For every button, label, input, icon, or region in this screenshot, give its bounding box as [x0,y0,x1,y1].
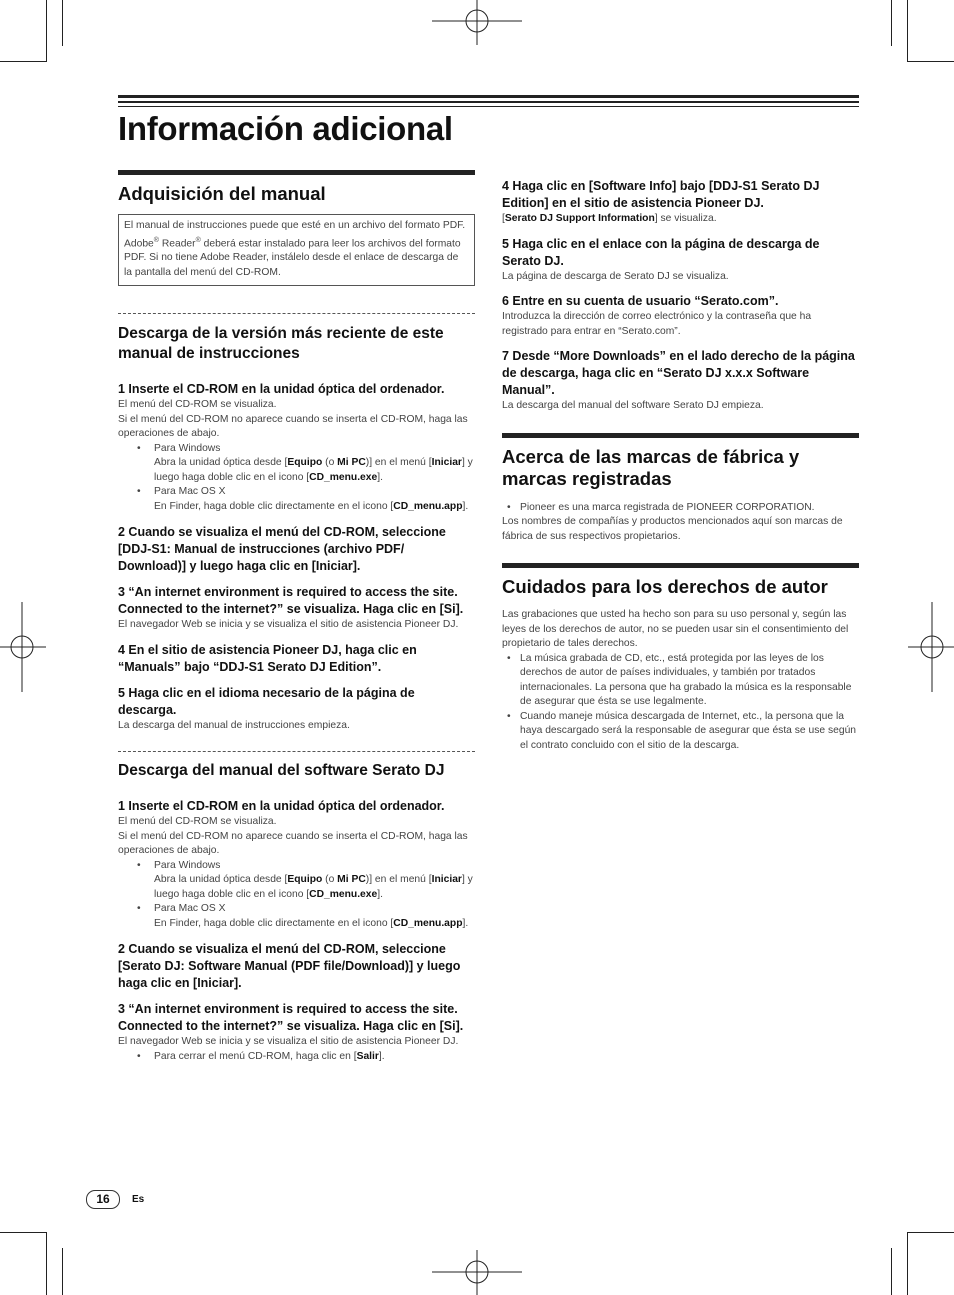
body-text: En Finder, haga doble clic directamente en el icono [CD_menu.app]. [154,917,469,929]
bullet-item: • Para cerrar el menú CD-ROM, haga clic en [Salir]. [118,1050,475,1065]
page-title: Información adicional [118,110,453,147]
step-heading: 4 Haga clic en [Software Info] bajo [DDJ-S1 Serato DJ Edition] en el sitio de asistencia Pioneer DJ. [502,179,820,210]
body-text: Si el menú del CD-ROM no aparece cuando se inserta el CD-ROM, haga las operaciones de abajo. [118,413,468,440]
step-heading: 5 Haga clic en el enlace con la página de descarga de Serato DJ. [502,236,820,268]
subsection-heading: Descarga del manual del software Serato DJ [118,762,445,780]
registration-mark-bottom [432,1250,522,1295]
bullet-item: • Para Windows [118,859,475,874]
section-heading: Adquisición del manual [118,183,326,204]
note-text: El manual de instrucciones puede que esté en un archivo del formato PDF. Adobe [124,220,466,249]
body-text: Las grabaciones que usted ha hecho son para su uso personal y, según las leyes de los derechos de autor, no se pueden usar sin el consentimiento del propietario de tales derechos. [502,609,849,649]
body-text: El menú del CD-ROM se visualiza. [118,399,277,411]
body-text: La descarga del manual del software Serato DJ empieza. [502,400,764,411]
step-heading: 5 Haga clic en el idioma necesario de la página de descarga. [118,685,415,717]
step-heading: 7 Desde “More Downloads” en el lado derecho de la página de descarga, haga clic en “Serato DJ x.x.x Software Manual”. [502,349,855,397]
body-text: Los nombres de compañías y productos mencionados aquí son marcas de fábrica de sus respectivos propietarios. [502,516,843,542]
left-column [118,170,475,1064]
body-text: Abra la unidad óptica desde [Equipo (o Mi PC)] en el menú [Iniciar] y luego haga doble clic en el icono [CD_menu.exe]. [154,457,473,483]
section-heading: Acerca de las marcas de fábrica y marcas registradas [502,445,800,489]
section-heading: Cuidados para los derechos de autor [502,576,828,597]
body-text: El navegador Web se inicia y se visualiza el sitio de asistencia Pioneer DJ. [118,1036,459,1048]
bullet-item: • Para Windows [118,442,475,457]
dashed-divider [118,751,475,752]
body-text: Introduzca la dirección de correo electrónico y la contraseña que ha registrado para entrar en “Serato.com”. [502,311,812,337]
dashed-divider [118,313,475,314]
body-text: La página de descarga de Serato DJ se visualiza. [502,270,729,282]
body-text: El menú del CD-ROM se visualiza. [118,816,277,828]
step-heading: 1 Inserte el CD-ROM en la unidad óptica del ordenador. [118,799,445,814]
title-rule [118,95,859,98]
note-text: deberá estar instalado para leer los archivos del formato PDF. Si no tiene Adobe Reader, instálelo desde el enlace de descarga de la pantalla del menú del CD-ROM. [124,237,461,278]
registration-mark-right [908,602,954,692]
registration-mark-top [432,0,522,45]
step-heading: 6 Entre en su cuenta de usuario “Serato.com”. [502,294,779,308]
title-rule [118,106,859,107]
bullet-item: • Para Mac OS X [118,902,475,917]
body-text: Abra la unidad óptica desde [Equipo (o Mi PC)] en el menú [Iniciar] y luego haga doble clic en el icono [CD_menu.exe]. [154,874,473,900]
bullet-item: • La música grabada de CD, etc., está protegida por las leyes de los derechos de autor de países individuales, y también por tratados internacionales. La persona que ha grabado la música es la responsable de asegurar que ésta se use legalmente. [502,652,859,710]
step-heading: 2 Cuando se visualiza el menú del CD-ROM, seleccione [DDJ-S1: Manual de instrucciones (archivo PDF/ Download)] y luego haga clic en [Iniciar]. [118,525,446,574]
bullet-item: • Para Mac OS X [118,485,475,500]
title-rule [118,101,859,103]
registered-mark: ® [153,236,159,244]
step-heading: 3 “An internet environment is required to access the site. Connected to the internet?” se visualiza. Haga clic en [Si]. [118,585,464,617]
step-heading: 4 En el sitio de asistencia Pioneer DJ, haga clic en “Manuals” bajo “DDJ-S1 Serato DJ Edition”. [118,642,417,674]
body-text: [Serato DJ Support Information] se visualiza. [502,213,717,224]
page-number: 16 [86,1190,120,1209]
body-text: El navegador Web se inicia y se visualiza el sitio de asistencia Pioneer DJ. [118,619,459,631]
registration-mark-left [0,602,46,692]
bullet-item: • Pioneer es una marca registrada de PIONEER CORPORATION. [502,501,859,516]
step-heading: 3 “An internet environment is required to access the site. Connected to the internet?” se visualiza. Haga clic en [Si]. [118,1002,464,1034]
section-rule [502,433,859,438]
right-column [502,178,859,753]
language-code: Es [132,1194,145,1205]
note-box [118,214,475,286]
body-text: La descarga del manual de instrucciones empieza. [118,719,350,731]
section-rule [118,170,475,175]
step-heading: 2 Cuando se visualiza el menú del CD-ROM, seleccione [Serato DJ: Software Manual (PDF file/Download)] y luego haga clic en [Iniciar]. [118,942,461,991]
step-heading: 1 Inserte el CD-ROM en la unidad óptica del ordenador. [118,382,445,397]
subsection-heading: Descarga de la versión más reciente de este manual de instrucciones [118,325,444,363]
bullet-item: • Cuando maneje música descargada de Internet, etc., la persona que la haya descargado será la responsable de asegurar que ésta se use según el contrato concluido con el sitio de la descarga. [502,710,859,754]
section-rule [502,563,859,568]
note-text: Reader [158,237,196,249]
body-text: En Finder, haga doble clic directamente en el icono [CD_menu.app]. [154,500,469,512]
body-text: Si el menú del CD-ROM no aparece cuando se inserta el CD-ROM, haga las operaciones de abajo. [118,830,468,857]
registered-mark: ® [195,236,201,244]
